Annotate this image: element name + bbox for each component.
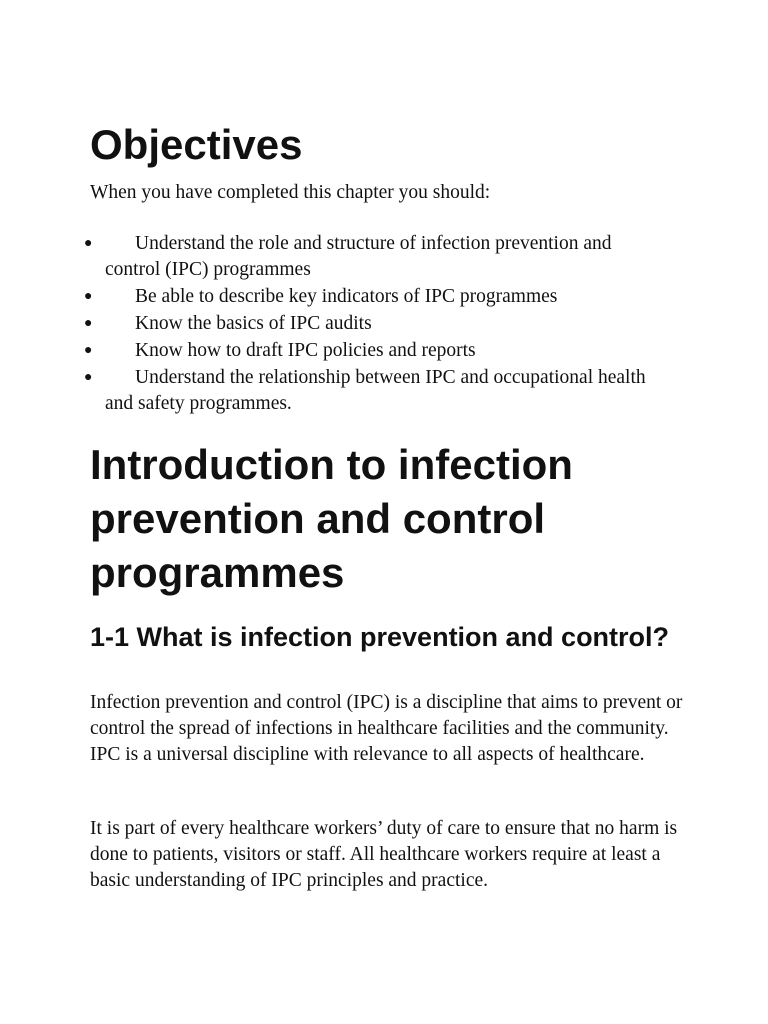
section-heading: 1-1 What is infection prevention and control? [90, 622, 670, 652]
section-paragraph: Infection prevention and control (IPC) is a discipline that aims to prevent or control the spread of infections in healthcare facilities and the community. IPC is a universal discipline with relevance to all aspects of healthcare. [90, 692, 683, 765]
list-item-text: Understand the role and structure of infection prevention and control (IPC) programmes [105, 233, 612, 280]
section-paragraph: It is part of every healthcare workers’ duty of care to ensure that no harm is done to patients, visitors or staff. All healthcare workers require at least a basic understanding of IPC principles and practice. [90, 818, 678, 891]
list-item-text: Know the basics of IPC audits [135, 313, 372, 334]
bullet-icon: ● [84, 343, 93, 358]
bullet-icon: ● [84, 289, 93, 304]
list-item [0, 311, 665, 337]
introduction-heading: Introduction to infection prevention and control programmes [90, 441, 573, 596]
list-item [0, 365, 665, 417]
list-item-text: Know how to draft IPC policies and reports [135, 340, 476, 361]
bullet-icon: ● [84, 370, 93, 385]
list-item [0, 284, 665, 310]
list-item [0, 338, 665, 364]
bullet-icon: ● [84, 316, 93, 331]
objectives-lead-text: When you have completed this chapter you should: [90, 182, 491, 203]
list-item-text: Be able to describe key indicators of IPC programmes [135, 286, 558, 307]
bullet-icon: ● [84, 236, 93, 251]
list-item [0, 231, 665, 283]
objectives-heading: Objectives [90, 121, 303, 168]
list-item-text: Understand the relationship between IPC and occupational health and safety programmes. [105, 367, 646, 414]
objectives-list [0, 231, 768, 418]
